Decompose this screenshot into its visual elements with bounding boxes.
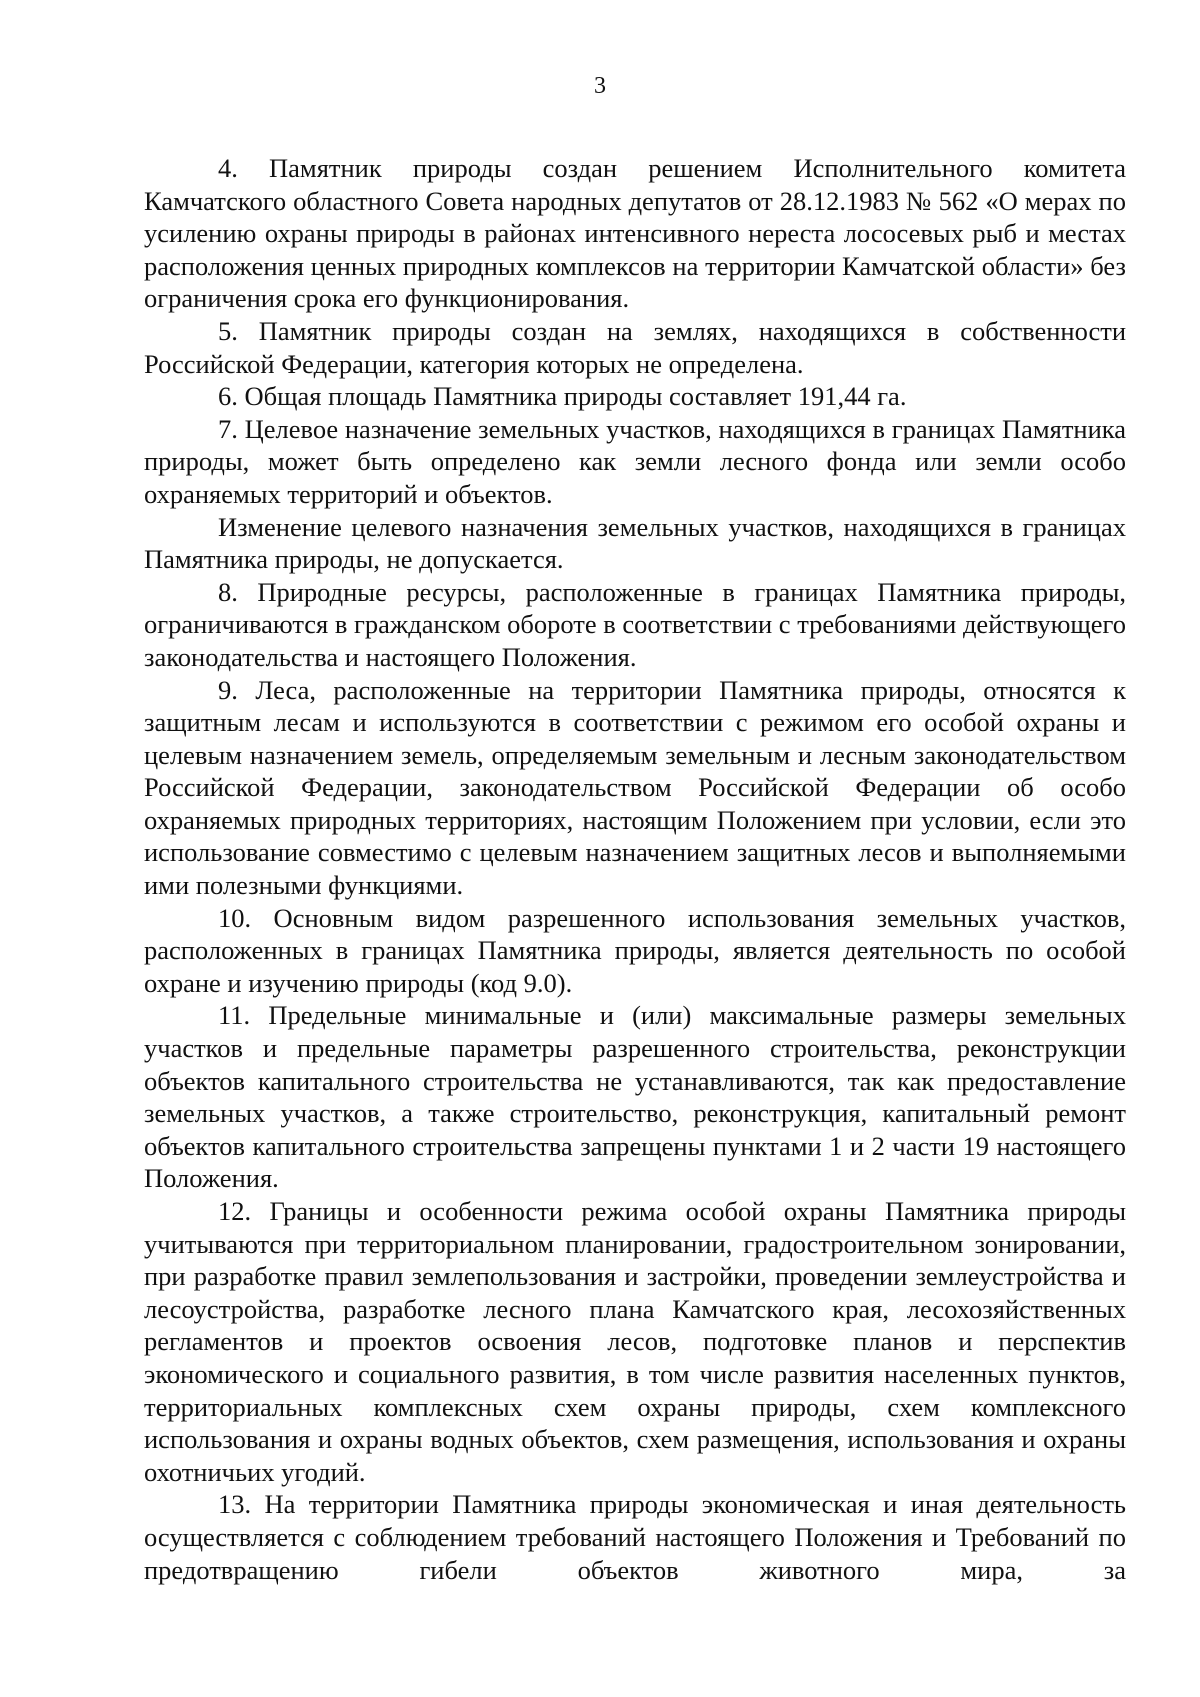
page-number: 3 bbox=[594, 73, 606, 99]
paragraph-13: 13. На территории Памятника природы экономическая и иная деятельность осуществляется с соблюдением требований настоящего Положения и Требований по предотвращению гибели объектов животного мира, за bbox=[144, 1489, 1126, 1585]
paragraph-11: 11. Предельные минимальные и (или) максимальные размеры земельных участков и предельные параметры разрешенного строительства, реконструкции объектов капитального строительства не устанавливаются, так как предоставление земельных участков, а также строительство, реконструкция, капитальный ремонт объектов капитального строительства запрещены пунктами 1 и 2 части 19 настоящего Положения. bbox=[144, 1000, 1126, 1194]
paragraph-6: 6. Общая площадь Памятника природы составляет 191,44 га. bbox=[218, 381, 907, 412]
paragraph-10: 10. Основным видом разрешенного использования земельных участков, расположенных в границах Памятника природы, является деятельность по особой охране и изучению природы (код 9.0). bbox=[144, 902, 1126, 998]
paragraph-4: 4. Памятник природы создан решением Исполнительного комитета Камчатского областного Совета народных депутатов от 28.12.1983 № 562 «О мерах по усилению охраны природы в районах интенсивного нереста лососевых рыб и местах расположения ценных природных комплексов на территории Камчатской области» без ограничения срока его функционирования. bbox=[144, 153, 1126, 314]
document-body bbox=[144, 152, 1126, 1586]
paragraph-5: 5. Памятник природы создан на землях, находящихся в собственности Российской Федерации, категория которых не определена. bbox=[144, 315, 1126, 379]
paragraph-7-continued: Изменение целевого назначения земельных участков, находящихся в границах Памятника природы, не допускается. bbox=[144, 511, 1126, 575]
paragraph-12: 12. Границы и особенности режима особой охраны Памятника природы учитываются при территориальном планировании, градостроительном зонировании, при разработке правил землепользования и застройки, проведении землеустройства и лесоустройства, разработке лесного плана Камчатского края, лесохозяйственных регламентов и проектов освоения лесов, подготовке планов и перспектив экономического и социального развития, в том числе развития населенных пунктов, территориальных комплексных схем охраны природы, схем комплексного использования и охраны водных объектов, схем размещения, использования и охраны охотничьих угодий. bbox=[144, 1196, 1126, 1487]
paragraph-7: 7. Целевое назначение земельных участков, находящихся в границах Памятника природы, может быть определено как земли лесного фонда или земли особо охраняемых территорий и объектов. bbox=[144, 413, 1126, 509]
paragraph-9: 9. Леса, расположенные на территории Памятника природы, относятся к защитным лесам и используются в соответствии с режимом его особой охраны и целевым назначением земель, определяемым земельным и лесным законодательством Российской Федерации, законодательством Российской Федерации об особо охраняемых природных территориях, настоящим Положением при условии, если это использование совместимо с целевым назначением защитных лесов и выполняемыми ими полезными функциями. bbox=[144, 674, 1126, 901]
paragraph-8: 8. Природные ресурсы, расположенные в границах Памятника природы, ограничиваются в гражданском обороте в соответствии с требованиями действующего законодательства и настоящего Положения. bbox=[144, 576, 1126, 672]
